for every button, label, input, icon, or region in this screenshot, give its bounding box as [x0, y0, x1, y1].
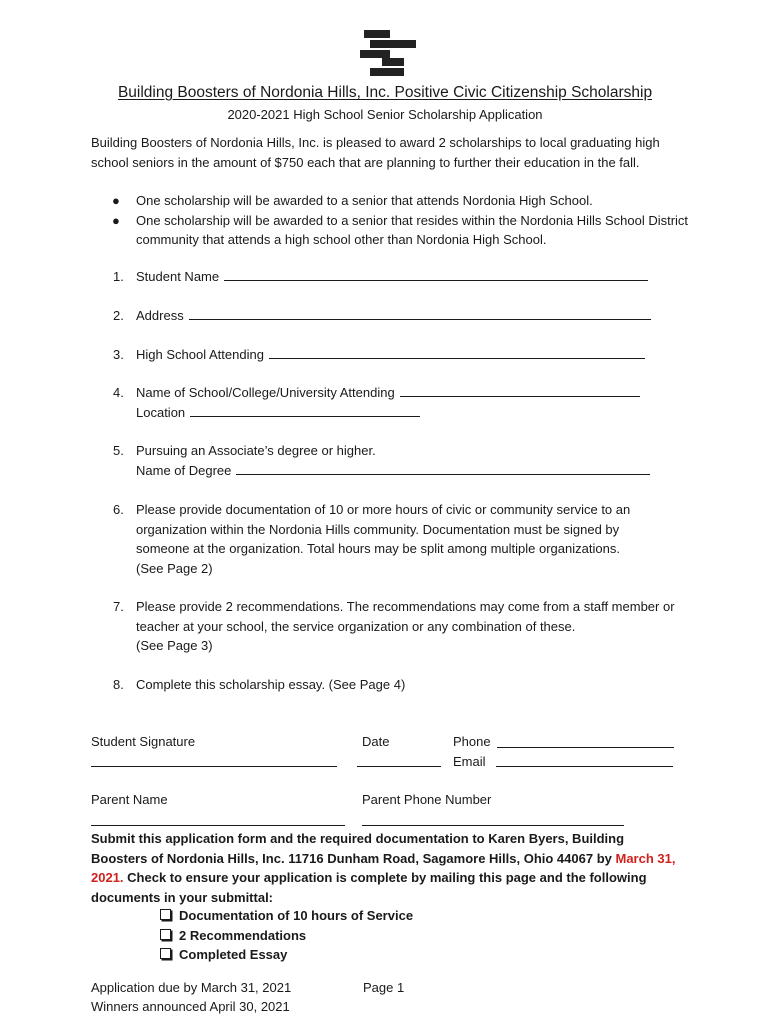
eligibility-list	[112, 191, 692, 250]
item-essay: 8. Complete this scholarship essay. (See Page 4)	[113, 677, 406, 692]
item-student-name: 1. Student Name	[113, 267, 683, 287]
date-label: Date	[362, 734, 390, 749]
item-address: 2. Address	[113, 306, 683, 326]
item-degree: 5. Pursuing an Associate’s degree or higher. Name of Degree	[113, 441, 683, 480]
document-checklist	[160, 906, 413, 965]
degree-field[interactable]	[236, 461, 650, 475]
parent-phone-line[interactable]	[362, 825, 624, 826]
date-line[interactable]	[357, 766, 441, 767]
item-service-documentation: 6. Please provide documentation of 10 or more hours of civic or community service to an organization within the Nordonia Hills community. Documentation must be signed by someone at the organization. Total hours may be split among multiple organizations. (See Page 2)	[113, 502, 631, 576]
checkbox-icon[interactable]	[160, 929, 171, 940]
bullet-icon: ●	[112, 193, 120, 208]
email-label: Email	[453, 754, 486, 769]
parent-name-line[interactable]	[91, 825, 345, 826]
deadline-date: March 31, 2021.	[91, 850, 676, 885]
list-item: Documentation of 10 hours of Service	[160, 906, 413, 926]
student-name-field[interactable]	[224, 267, 648, 281]
page-number: Page 1	[363, 980, 405, 995]
list-item: Completed Essay	[160, 945, 413, 965]
page-subtitle: 2020-2021 High School Senior Scholarship Application	[227, 107, 543, 122]
item-high-school: 3. High School Attending	[113, 345, 683, 365]
parent-name-label: Parent Name	[91, 792, 168, 807]
high-school-field[interactable]	[269, 345, 645, 359]
location-field[interactable]	[190, 403, 420, 417]
college-field[interactable]	[400, 383, 640, 397]
parent-phone-label: Parent Phone Number	[362, 792, 492, 807]
bullet-icon: ●	[112, 212, 120, 228]
footer-due-date: Application due by March 31, 2021	[91, 980, 292, 995]
organization-logo	[360, 30, 416, 76]
email-line[interactable]	[496, 766, 673, 767]
address-field[interactable]	[189, 306, 651, 320]
list-item: ● One scholarship will be awarded to a senior that attends Nordonia High School.	[112, 191, 692, 211]
intro-paragraph: Building Boosters of Nordonia Hills, Inc. is pleased to award 2 scholarships to local graduating high school seniors in the amount of $750 each that are planning to further their education in the fall.	[91, 135, 660, 170]
phone-line[interactable]	[497, 747, 674, 748]
footer-announce-date: Winners announced April 30, 2021	[91, 999, 290, 1014]
submission-instructions: Submit this application form and the required documentation to Karen Byers, Building Boosters of Nordonia Hills, Inc. 11716 Dunham Road, Sagamore Hills, Ohio 44067 by March 31, 2021. Check to ensure your application is complete by mailing this page and the following documents in your submittal:	[91, 831, 676, 905]
list-item: 2 Recommendations	[160, 926, 413, 946]
student-signature-label: Student Signature	[91, 734, 196, 749]
checkbox-icon[interactable]	[160, 909, 171, 920]
item-recommendations: 7. Please provide 2 recommendations. The recommendations may come from a staff member or teacher at your school, the service organization or any combination of these. (See Page 3)	[113, 599, 675, 653]
student-signature-line[interactable]	[91, 766, 337, 767]
list-item: ● One scholarship will be awarded to a senior that resides within the Nordonia Hills School District community that attends a high school other than Nordonia High School.	[112, 212, 689, 247]
item-college: 4. Name of School/College/University Attending Location	[113, 383, 683, 422]
phone-label: Phone	[453, 734, 491, 749]
page-title: Building Boosters of Nordonia Hills, Inc. Positive Civic Citizenship Scholarship	[117, 84, 653, 101]
checkbox-icon[interactable]	[160, 948, 171, 959]
